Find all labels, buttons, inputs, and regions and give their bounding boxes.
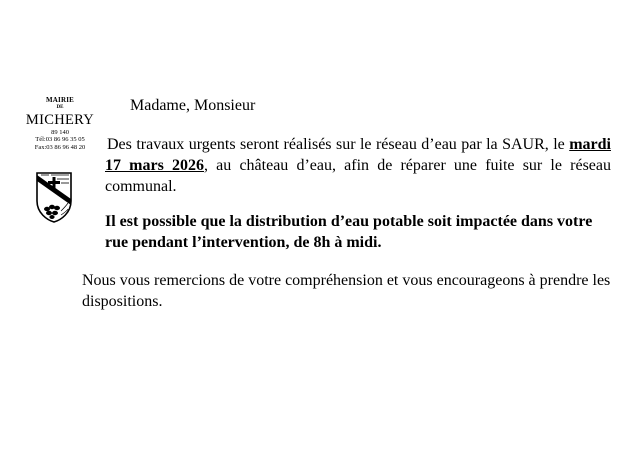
- paragraph-closing-thanks: Nous vous remercions de votre compréhension et vous encourageons à prendre les dispositions.: [82, 272, 611, 310]
- letterhead: [18, 97, 102, 151]
- letterhead-de: DE: [56, 105, 64, 110]
- paragraph-works-intro: Des travaux urgents seront réalisés sur le réseau d’eau par la SAUR, le: [107, 136, 570, 153]
- letterhead-postcode: 89 140: [51, 128, 69, 136]
- paragraph-works-location: , au château d’eau, afin de réparer une fuite sur le réseau communal.: [105, 157, 611, 195]
- works-date: mardi 17 mars 2026: [105, 136, 611, 174]
- letterhead-mairie: MAIRIE: [45, 96, 75, 104]
- coat-of-arms-icon: [35, 171, 73, 223]
- paragraph-works-notice: [105, 134, 611, 197]
- salutation: Madame, Monsieur: [130, 97, 256, 114]
- paragraph-water-disruption-warning: Il est possible que la distribution d’eau potable soit impactée dans votre rue pendant l’intervention, de 8h à midi.: [105, 213, 593, 251]
- letterhead-town-name: MICHERY: [25, 112, 95, 128]
- letterhead-fax: Fax:03 86 96 48 20: [34, 143, 86, 151]
- letterhead-telephone: Tél:03 86 96 35 05: [35, 136, 85, 143]
